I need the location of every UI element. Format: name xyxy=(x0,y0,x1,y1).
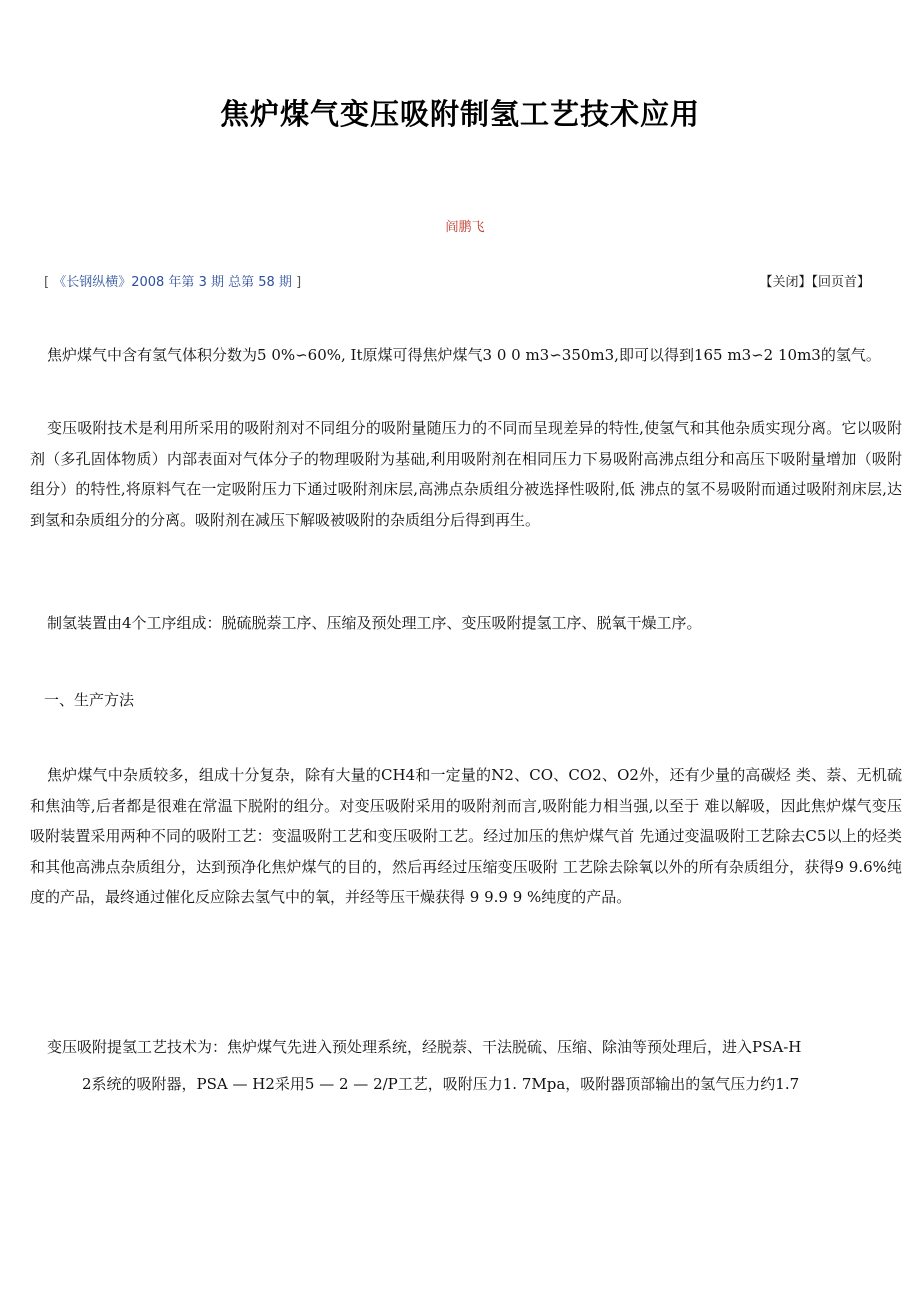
paragraph-impurities: 焦炉煤气中杂质较多，组成十分复杂，除有大量的CH4和一定量的N2、CO、CO2、O2外，还有少量的高碳烃 类、萘、无机硫和焦油等,后者都是很难在常温下脱附的组分。对变压吸附采用的吸附剂而言,吸附能力相当强,以至于 难以解吸，因此焦炉煤气变压吸附装置采用两种不同的吸附工艺：变温吸附工艺和变压吸附工艺。经过加压的焦炉煤气首 先通过变温吸附工艺除去C5以上的烃类和其他高沸点杂质组分，达到预净化焦炉煤气的目的，然后再经过压缩变压吸附 工艺除去除氧以外的所有杂质组分，获得9 9.6%纯度的产品，最终通过催化反应除去氢气中的氧，并经等压干燥获得 9 9.9 9 %纯度的产品。 xyxy=(30,766,902,906)
paragraph-process-steps: 制氢装置由4个工序组成：脱硫脱萘工序、压缩及预处理工序、变压吸附提氢工序、脱氧干燥工序。 xyxy=(47,614,702,632)
paragraph-hydrogen-content: 焦炉煤气中含有氢气体积分数为5 0%∽60%, It原煤可得焦炉煤气3 0 0 m3∽350m3,即可以得到165 m3∽2 10m3的氢气。 xyxy=(47,346,881,364)
paragraph-psa-principle: 变压吸附技术是利用所采用的吸附剂对不同组分的吸附量随压力的不同而呈现差异的特性,使氢气和其他杂质实现分离。它以吸附剂（多孔固体物质）内部表面对气体分子的物理吸附为基础,利用吸附剂在相同压力下易吸附高沸点组分和高压下吸附量增加（吸附组分）的特性,将原料气在一定吸附压力下通过吸附剂床层,高沸点杂质组分被选择性吸附,低 沸点的氢不易吸附而通过吸附剂床层,达到氢和杂质组分的分离。吸附剂在减压下解吸被吸附的杂质组分后得到再生。 xyxy=(30,419,902,529)
back-to-top-link[interactable]: 【回页首】 xyxy=(811,275,870,290)
paragraph-line: 变压吸附提氢工艺技术为：焦炉煤气先进入预处理系统，经脱萘、干法脱硫、压缩、除油等预处理后，进入PSA-H xyxy=(47,1038,802,1056)
source-link[interactable]: 《长钢纵横》2008 年第 3 期 总第 58 期 xyxy=(53,275,292,290)
paragraph-psa-technology xyxy=(30,1032,902,1099)
page-links xyxy=(759,271,870,290)
paragraph-line: 2系统的吸附器，PSA — H2采用5 — 2 — 2/P工艺，吸附压力1. 7Mpa，吸附器顶部输出的氢气压力约1.7 xyxy=(82,1074,800,1093)
close-link[interactable]: 【关闭】 xyxy=(759,275,812,290)
source-info xyxy=(44,271,301,290)
author-name: 阎鹏飞 xyxy=(445,220,485,235)
bracket-close: ] xyxy=(296,275,302,290)
bracket-open: [ xyxy=(44,275,50,290)
section-heading-production-method: 一、生产方法 xyxy=(44,691,135,709)
page-title: 焦炉煤气变压吸附制氢工艺技术应用 xyxy=(219,97,700,131)
